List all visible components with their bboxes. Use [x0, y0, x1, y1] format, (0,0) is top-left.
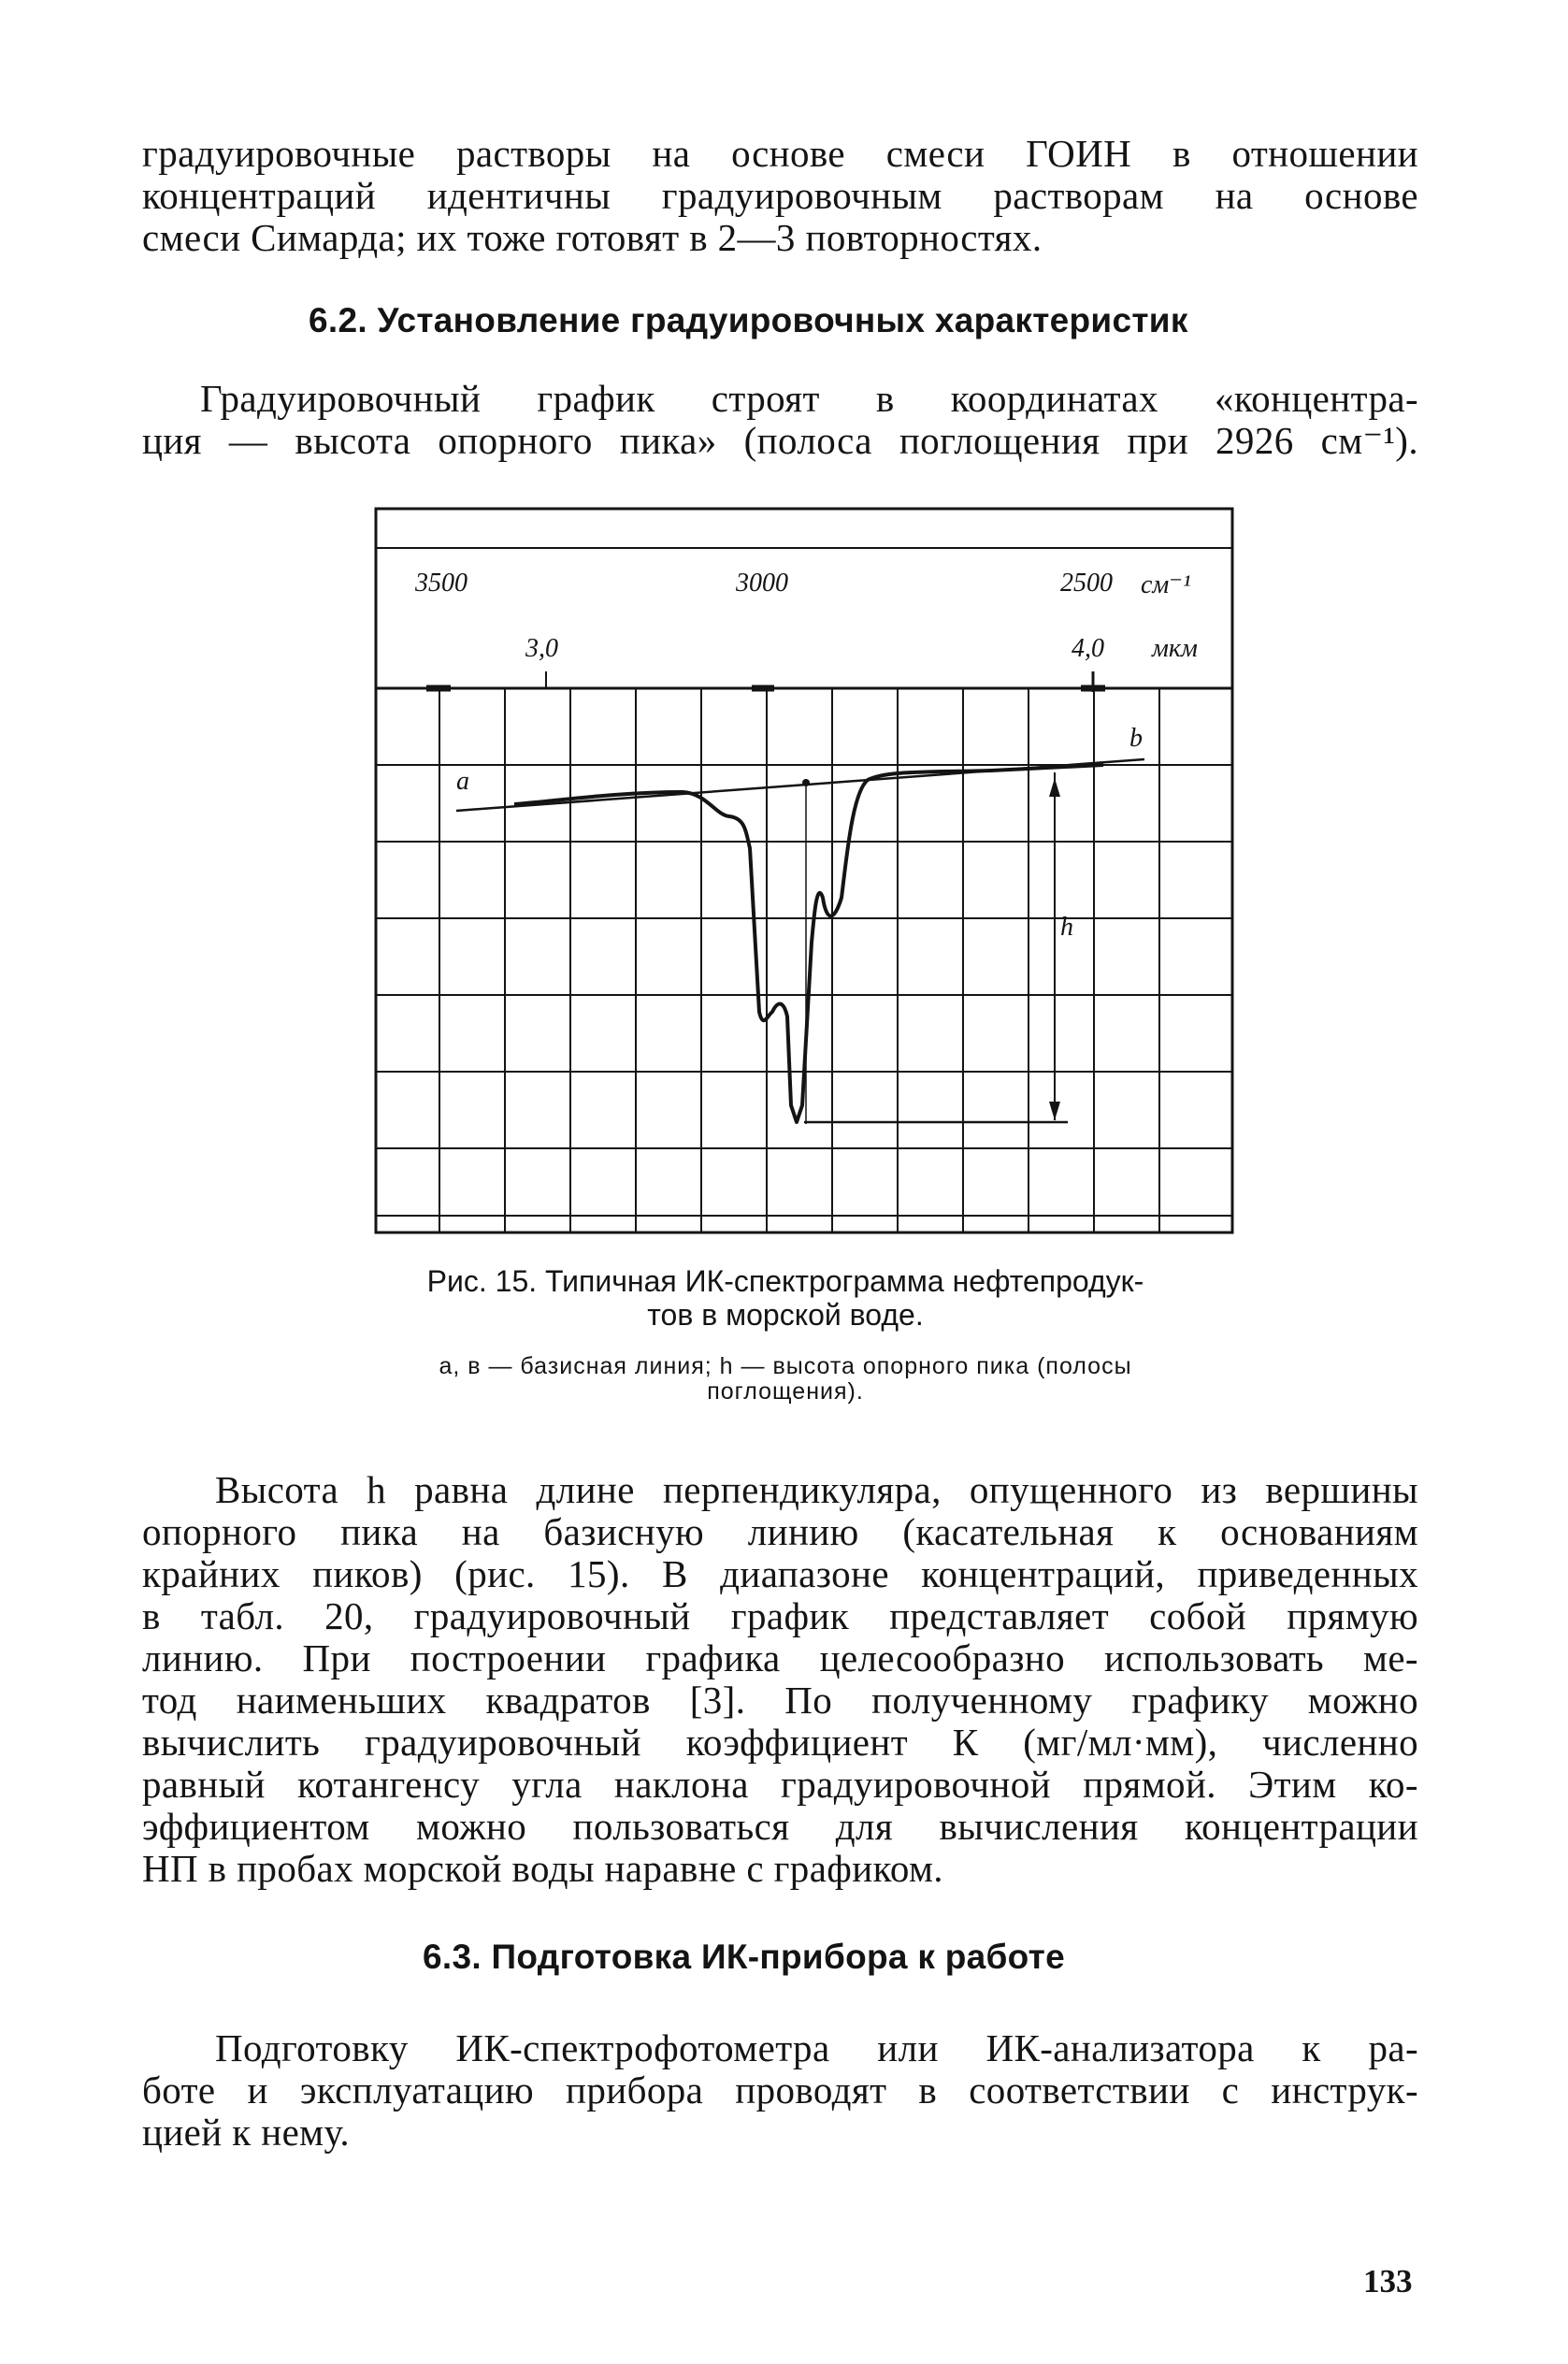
wavenumber-label: 2500	[1060, 569, 1113, 598]
wavelength-unit: мкм	[1152, 634, 1198, 663]
wavelength-label: 3,0	[525, 634, 558, 663]
section-6-2-paragraph	[142, 378, 1418, 462]
text-line: опорного пика на базисную линию (касательная к основаниям	[142, 1510, 1418, 1553]
text-line: в табл. 20, градуировочный график представляет собой прямую	[142, 1594, 1418, 1637]
ir-spectrogram-figure	[374, 507, 1234, 1236]
text-line: крайних пиков) (рис. 15). В диапазоне концентраций, приведенных	[142, 1552, 1418, 1595]
figure-caption	[355, 1264, 1216, 1332]
section-heading-6-3: 6.3. Подготовка ИК-прибора к работе	[423, 1938, 1065, 1976]
wavenumber-unit: см⁻¹	[1141, 570, 1191, 599]
text-line: Подготовку ИК-спектрофотометра или ИК-анализатора к ра-	[215, 2026, 1418, 2069]
text-line: цией к нему.	[142, 2111, 350, 2154]
caption-note-line: а, в — базисная линия; h — высота опорного пика (полосы	[439, 1353, 1132, 1379]
height-arrow-down	[1049, 1102, 1060, 1120]
section-6-3-paragraph	[142, 2027, 1418, 2154]
height-arrow-up	[1049, 778, 1060, 797]
baseline-label-b: b	[1129, 724, 1143, 753]
caption-line: тов в морской воде.	[647, 1298, 924, 1332]
text-line: смеси Симарда; их тоже готовят в 2—3 повторностях.	[142, 216, 1043, 259]
section-heading-6-2: 6.2. Установление градуировочных характеристик	[309, 301, 1188, 339]
figure-caption-note	[355, 1354, 1216, 1405]
wavenumber-label: 3500	[415, 569, 468, 598]
text-line: эффициентом можно пользоваться для вычисления концентрации	[142, 1805, 1418, 1848]
ir-spectrogram	[374, 507, 1234, 1236]
text-line: вычислить градуировочный коэффициент К (мг/мл·мм), численно	[142, 1721, 1418, 1764]
grid-verticals	[439, 688, 1159, 1232]
text-line: Градуировочный график строят в координатах «концентра-	[200, 377, 1418, 420]
spectrum-trace	[514, 765, 1103, 1122]
caption-line: Рис. 15. Типичная ИК-спектрограмма нефтепродук-	[426, 1264, 1144, 1298]
text-line: равный котангенсу угла наклона градуировочной прямой. Этим ко-	[142, 1763, 1418, 1806]
text-line: градуировочные растворы на основе смеси ГОИН в отношении	[142, 132, 1418, 175]
wavelength-label: 4,0	[1072, 634, 1104, 663]
middle-paragraph	[142, 1469, 1418, 1890]
peak-top-dot	[802, 779, 810, 786]
text-line: линию. При построении графика целесообразно использовать ме-	[142, 1636, 1418, 1679]
top-paragraph	[142, 133, 1418, 259]
page-number: 133	[1363, 2263, 1413, 2299]
peak-height-label: h	[1060, 913, 1073, 942]
text-line: тод наименьших квадратов [3]. По полученному графику можно	[142, 1679, 1418, 1722]
text-line: НП в пробах морской воды наравне с графиком.	[142, 1847, 943, 1890]
text-line: ция — высота опорного пика» (полоса поглощения при 2926 см⁻¹).	[142, 419, 1418, 462]
baseline-label-a: a	[456, 767, 469, 796]
wavenumber-label: 3000	[736, 569, 788, 598]
caption-note-line: поглощения).	[707, 1378, 864, 1405]
text-line: Высота h равна длине перпендикуляра, опущенного из вершины	[215, 1468, 1418, 1511]
text-line: боте и эксплуатацию прибора проводят в соответствии с инструк-	[142, 2068, 1418, 2112]
text-line: концентраций идентичны градуировочным растворам на основе	[142, 174, 1418, 217]
